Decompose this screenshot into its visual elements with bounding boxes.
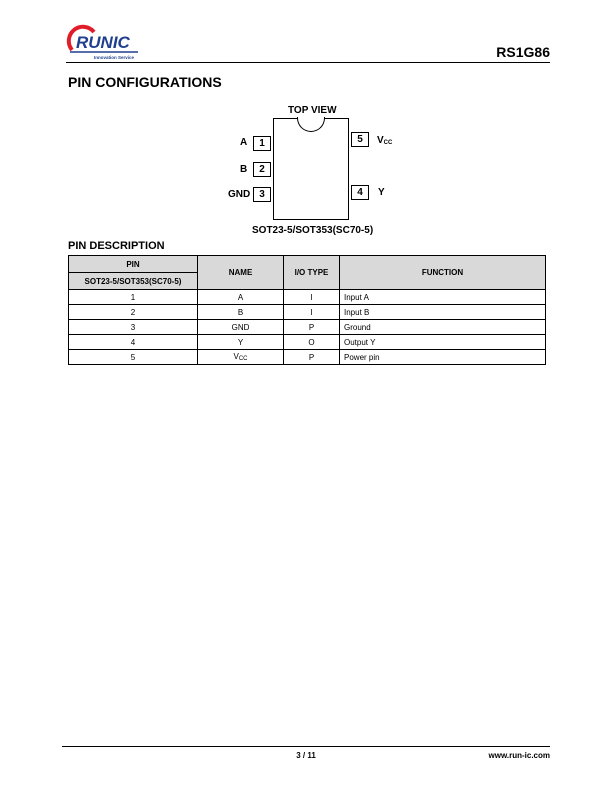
pin-1-name: A: [240, 137, 248, 148]
cell-function: Input B: [340, 305, 546, 320]
header-io-type: I/O TYPE: [284, 256, 340, 290]
pin-3-box: 3: [253, 187, 271, 202]
top-view-label: TOP VIEW: [288, 105, 337, 116]
table-row: [69, 320, 546, 335]
cell-name: VCC: [198, 350, 284, 365]
cell-io-type: P: [284, 350, 340, 365]
table-row: [69, 305, 546, 320]
cell-function: Input A: [340, 290, 546, 305]
pin-1-box: 1: [253, 136, 271, 151]
pin-description-table: [68, 255, 546, 365]
logo-tagline: Innovation Service: [94, 55, 135, 60]
cell-name: GND: [198, 320, 284, 335]
section-title-pin-description: PIN DESCRIPTION: [68, 240, 165, 252]
table-row: [69, 350, 546, 365]
cell-io-type: P: [284, 320, 340, 335]
pin-2-name: B: [240, 164, 248, 175]
cell-pin: 5: [69, 350, 198, 365]
footer-divider: [62, 746, 550, 747]
cell-pin: 2: [69, 305, 198, 320]
cell-function: Power pin: [340, 350, 546, 365]
section-title-pin-configurations: PIN CONFIGURATIONS: [68, 74, 222, 90]
footer-website-link[interactable]: www.run-ic.com: [488, 751, 550, 760]
page-number: 3 / 11: [296, 751, 316, 760]
cell-pin: 3: [69, 320, 198, 335]
header-name: NAME: [198, 256, 284, 290]
package-body: [273, 118, 349, 220]
pin-5-name: VCC: [377, 135, 393, 146]
cell-name: B: [198, 305, 284, 320]
pin-4-box: 4: [351, 185, 369, 200]
table-row: [69, 290, 546, 305]
table-row: [69, 335, 546, 350]
header-function: FUNCTION: [340, 256, 546, 290]
cell-name: Y: [198, 335, 284, 350]
cell-io-type: I: [284, 290, 340, 305]
logo-text: RUNIC: [76, 33, 130, 52]
pin-5-box: 5: [351, 132, 369, 147]
cell-pin: 1: [69, 290, 198, 305]
package-label: SOT23-5/SOT353(SC70-5): [252, 225, 374, 236]
cell-name: A: [198, 290, 284, 305]
part-number: RS1G86: [496, 44, 550, 60]
pin-diagram: [0, 0, 612, 250]
header-pin: PIN: [69, 256, 198, 273]
pin-2-box: 2: [253, 162, 271, 177]
cell-io-type: I: [284, 305, 340, 320]
cell-function: Output Y: [340, 335, 546, 350]
cell-pin: 4: [69, 335, 198, 350]
header-package: SOT23-5/SOT353(SC70-5): [69, 273, 198, 290]
pin-4-name: Y: [378, 187, 385, 198]
pin-3-name: GND: [228, 189, 251, 200]
cell-function: Ground: [340, 320, 546, 335]
cell-io-type: O: [284, 335, 340, 350]
